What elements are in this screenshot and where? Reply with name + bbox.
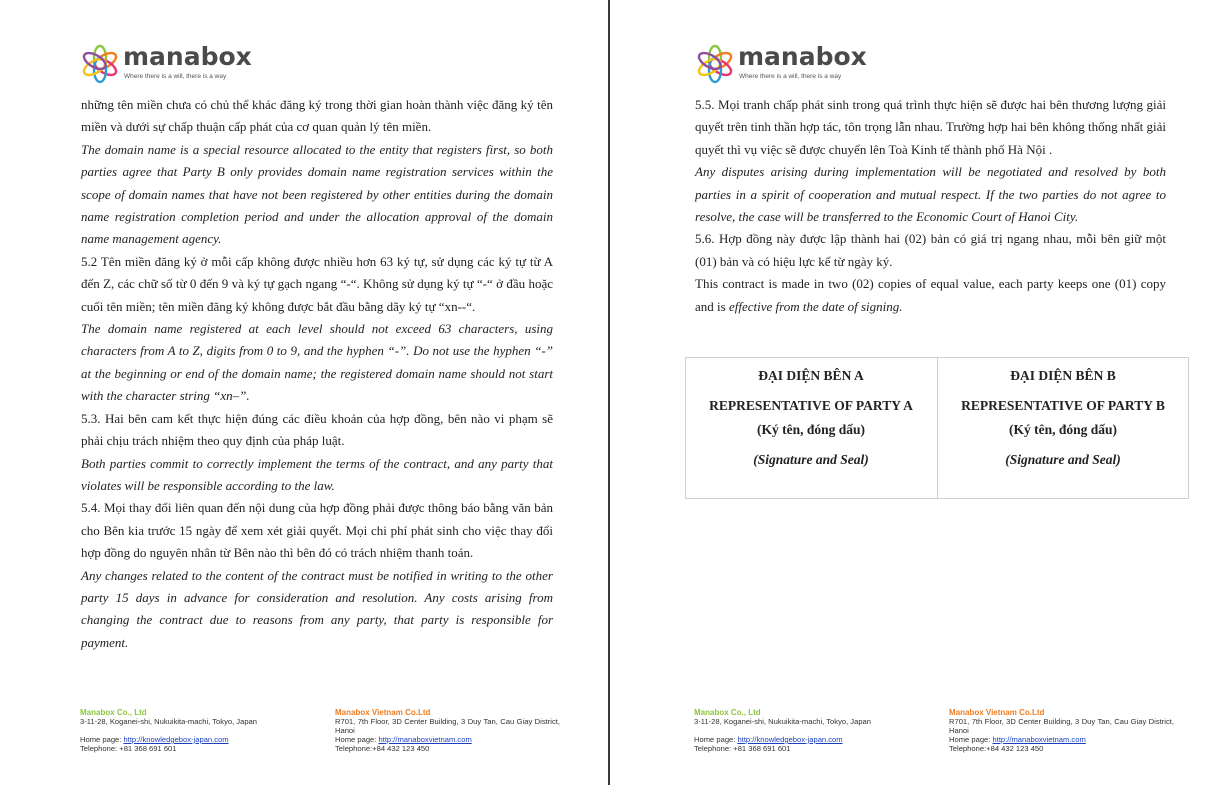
- right-page-body: [695, 94, 1166, 318]
- manabox-flower-icon: [695, 44, 735, 84]
- paragraph-en: The domain name is a special resource allocated to the entity that registers first, so both parties agree that Party B only provides domain name registration services within the scope of domain names that have not been registered by other entities during the domain name registration completion period and under the allocation approval of the domain name management agency.: [81, 141, 553, 247]
- homepage-link-jp[interactable]: http://knowledgebox-japan.com: [737, 735, 843, 744]
- logo-wordmark: manabox: [123, 42, 252, 71]
- homepage-link-vn[interactable]: http://manaboxvietnam.com: [378, 735, 472, 744]
- party-a-en-sign: (Signature and Seal): [753, 452, 869, 467]
- homepage-label: Home page:: [694, 735, 738, 744]
- signature-party-a: [686, 358, 936, 498]
- manabox-flower-icon: [80, 44, 120, 84]
- party-a-en-title: REPRESENTATIVE OF PARTY A: [709, 398, 913, 413]
- clause-5-4-vi: 5.4. Mọi thay đổi liên quan đến nội dung của hợp đồng phải được thông báo bằng văn bản cho Bên kia trước 15 ngày để xem xét giải quyết. Mọi chi phí phát sinh cho việc thay đổi hợp đồng do nguyên nhân từ Bên nào thì bên đó có trách nhiệm thanh toán.: [81, 500, 553, 561]
- closing-text: This contract is made in two (02) copies of equal value, each party keeps one (01) copy and is: [695, 276, 1166, 314]
- footer-company-jp: Manabox Co., Ltd: [694, 708, 761, 717]
- footer-japan: [694, 708, 894, 753]
- footer-address-jp: 3-11-28, Koganei-shi, Nukuikita-machi, Tokyo, Japan: [694, 717, 871, 726]
- document-page-left: [0, 0, 608, 785]
- footer-address-vn: R701, 7th Floor, 3D Center Building, 3 Duy Tan, Cau Giay District, Hanoi: [949, 717, 1174, 735]
- closing-italic: effective from the date of signing.: [728, 298, 903, 314]
- party-a-vi-title: ĐẠI DIỆN BÊN A: [758, 368, 864, 383]
- clause-5-6-vi: 5.6. Hợp đồng này được lập thành hai (02) bản có giá trị ngang nhau, mỗi bên giữ một (01) bản và có hiệu lực kể từ ngày ký.: [695, 231, 1166, 269]
- clause-5-5-en: Any disputes arising during implementation will be negotiated and resolved by both parties in a spirit of cooperation and mutual respect. If the two parties do not agree to resolve, the case will be transferred to the Economic Court of Hanoi City.: [695, 164, 1166, 225]
- clause-5-2-en: The domain name registered at each level should not exceed 63 characters, using characters from A to Z, digits from 0 to 9, and the hyphen “-”. Do not use the hyphen “-” at the beginning or end of the domain name; the registered domain name should not start with the character string “xn–”.: [81, 321, 553, 404]
- clause-5-2-vi: 5.2 Tên miền đăng ký ở mỗi cấp không được nhiều hơn 63 ký tự, sử dụng các ký tự từ A đến Z, các chữ số từ 0 đến 9 và ký tự gạch ngang “-“. Không sử dụng ký tự “-“ ở đầu hoặc cuối tên miền; tên miền đăng ký không được bắt đầu bằng dãy ký tự “xn--“.: [81, 253, 553, 314]
- homepage-link-jp[interactable]: http://knowledgebox-japan.com: [123, 735, 229, 744]
- clause-5-3-en: Both parties commit to correctly implement the terms of the contract, and any party that violates will be responsible according to the law.: [81, 455, 553, 493]
- clause-5-5-vi: 5.5. Mọi tranh chấp phát sinh trong quá trình thực hiện sẽ được hai bên thương lượng giải quyết trên tinh thần hợp tác, tôn trọng lẫn nhau. Trường hợp hai bên không thống nhất giải quyết thì vụ việc sẽ được chuyển lên Toà Kinh tế thành phố Hà Nội .: [695, 97, 1166, 157]
- footer-address-vn: R701, 7th Floor, 3D Center Building, 3 Duy Tan, Cau Giay District, Hanoi: [335, 717, 560, 735]
- footer-japan: [80, 708, 280, 753]
- party-b-en-sign: (Signature and Seal): [1005, 452, 1121, 467]
- party-b-en-title: REPRESENTATIVE OF PARTY B: [961, 398, 1165, 413]
- footer-vietnam: [335, 708, 560, 753]
- signature-table: [685, 357, 1189, 499]
- document-page-right: [611, 0, 1220, 785]
- homepage-label: Home page:: [80, 735, 124, 744]
- footer-homepage-jp: [80, 735, 280, 744]
- party-b-vi-sign: (Ký tên, đóng dấu): [1008, 422, 1118, 437]
- page-divider: [608, 0, 610, 785]
- logo-tagline: Where there is a will, there is a way: [739, 73, 842, 80]
- clause-5-4-en: Any changes related to the content of the contract must be notified in writing to the other party 15 days in advance for consideration and resolution. Any costs arising from changing the contract due to reasons from any party, that party is responsible for payment.: [81, 567, 553, 650]
- footer-phone-vn: Telephone:+84 432 123 450: [949, 744, 1044, 753]
- homepage-label: Home page:: [335, 735, 379, 744]
- paragraph-vi: những tên miền chưa có chủ thể khác đăng ký trong thời gian hoàn thành việc đăng ký tên miền và dưới sự chấp thuận cấp phát của cơ quan quản lý tên miền.: [81, 97, 553, 135]
- footer-homepage-vn: [949, 735, 1174, 744]
- footer-phone-jp: Telephone: +81 368 691 601: [694, 744, 791, 753]
- logo-tagline: Where there is a will, there is a way: [124, 73, 227, 80]
- footer-homepage-jp: [694, 735, 894, 744]
- logo-wordmark: manabox: [738, 42, 867, 71]
- footer-vietnam: [949, 708, 1174, 753]
- footer-company-jp: Manabox Co., Ltd: [80, 708, 147, 717]
- footer-company-vn: Manabox Vietnam Co.Ltd: [949, 708, 1045, 717]
- closing-en: [695, 273, 1166, 318]
- homepage-link-vn[interactable]: http://manaboxvietnam.com: [992, 735, 1086, 744]
- footer-phone-vn: Telephone:+84 432 123 450: [335, 744, 430, 753]
- party-b-vi-title: ĐẠI DIỆN BÊN B: [1010, 368, 1116, 383]
- footer-phone-jp: Telephone: +81 368 691 601: [80, 744, 177, 753]
- homepage-label: Home page:: [949, 735, 993, 744]
- footer-address-jp: 3-11-28, Koganei-shi, Nukuikita-machi, Tokyo, Japan: [80, 717, 257, 726]
- left-page-body: [81, 94, 553, 654]
- footer-company-vn: Manabox Vietnam Co.Ltd: [335, 708, 431, 717]
- clause-5-3-vi: 5.3. Hai bên cam kết thực hiện đúng các điều khoản của hợp đồng, bên nào vi phạm sẽ phải chịu trách nhiệm theo quy định của pháp luật.: [81, 410, 553, 449]
- party-a-vi-sign: (Ký tên, đóng dấu): [756, 422, 866, 437]
- signature-party-b: [937, 358, 1188, 498]
- footer-homepage-vn: [335, 735, 560, 744]
